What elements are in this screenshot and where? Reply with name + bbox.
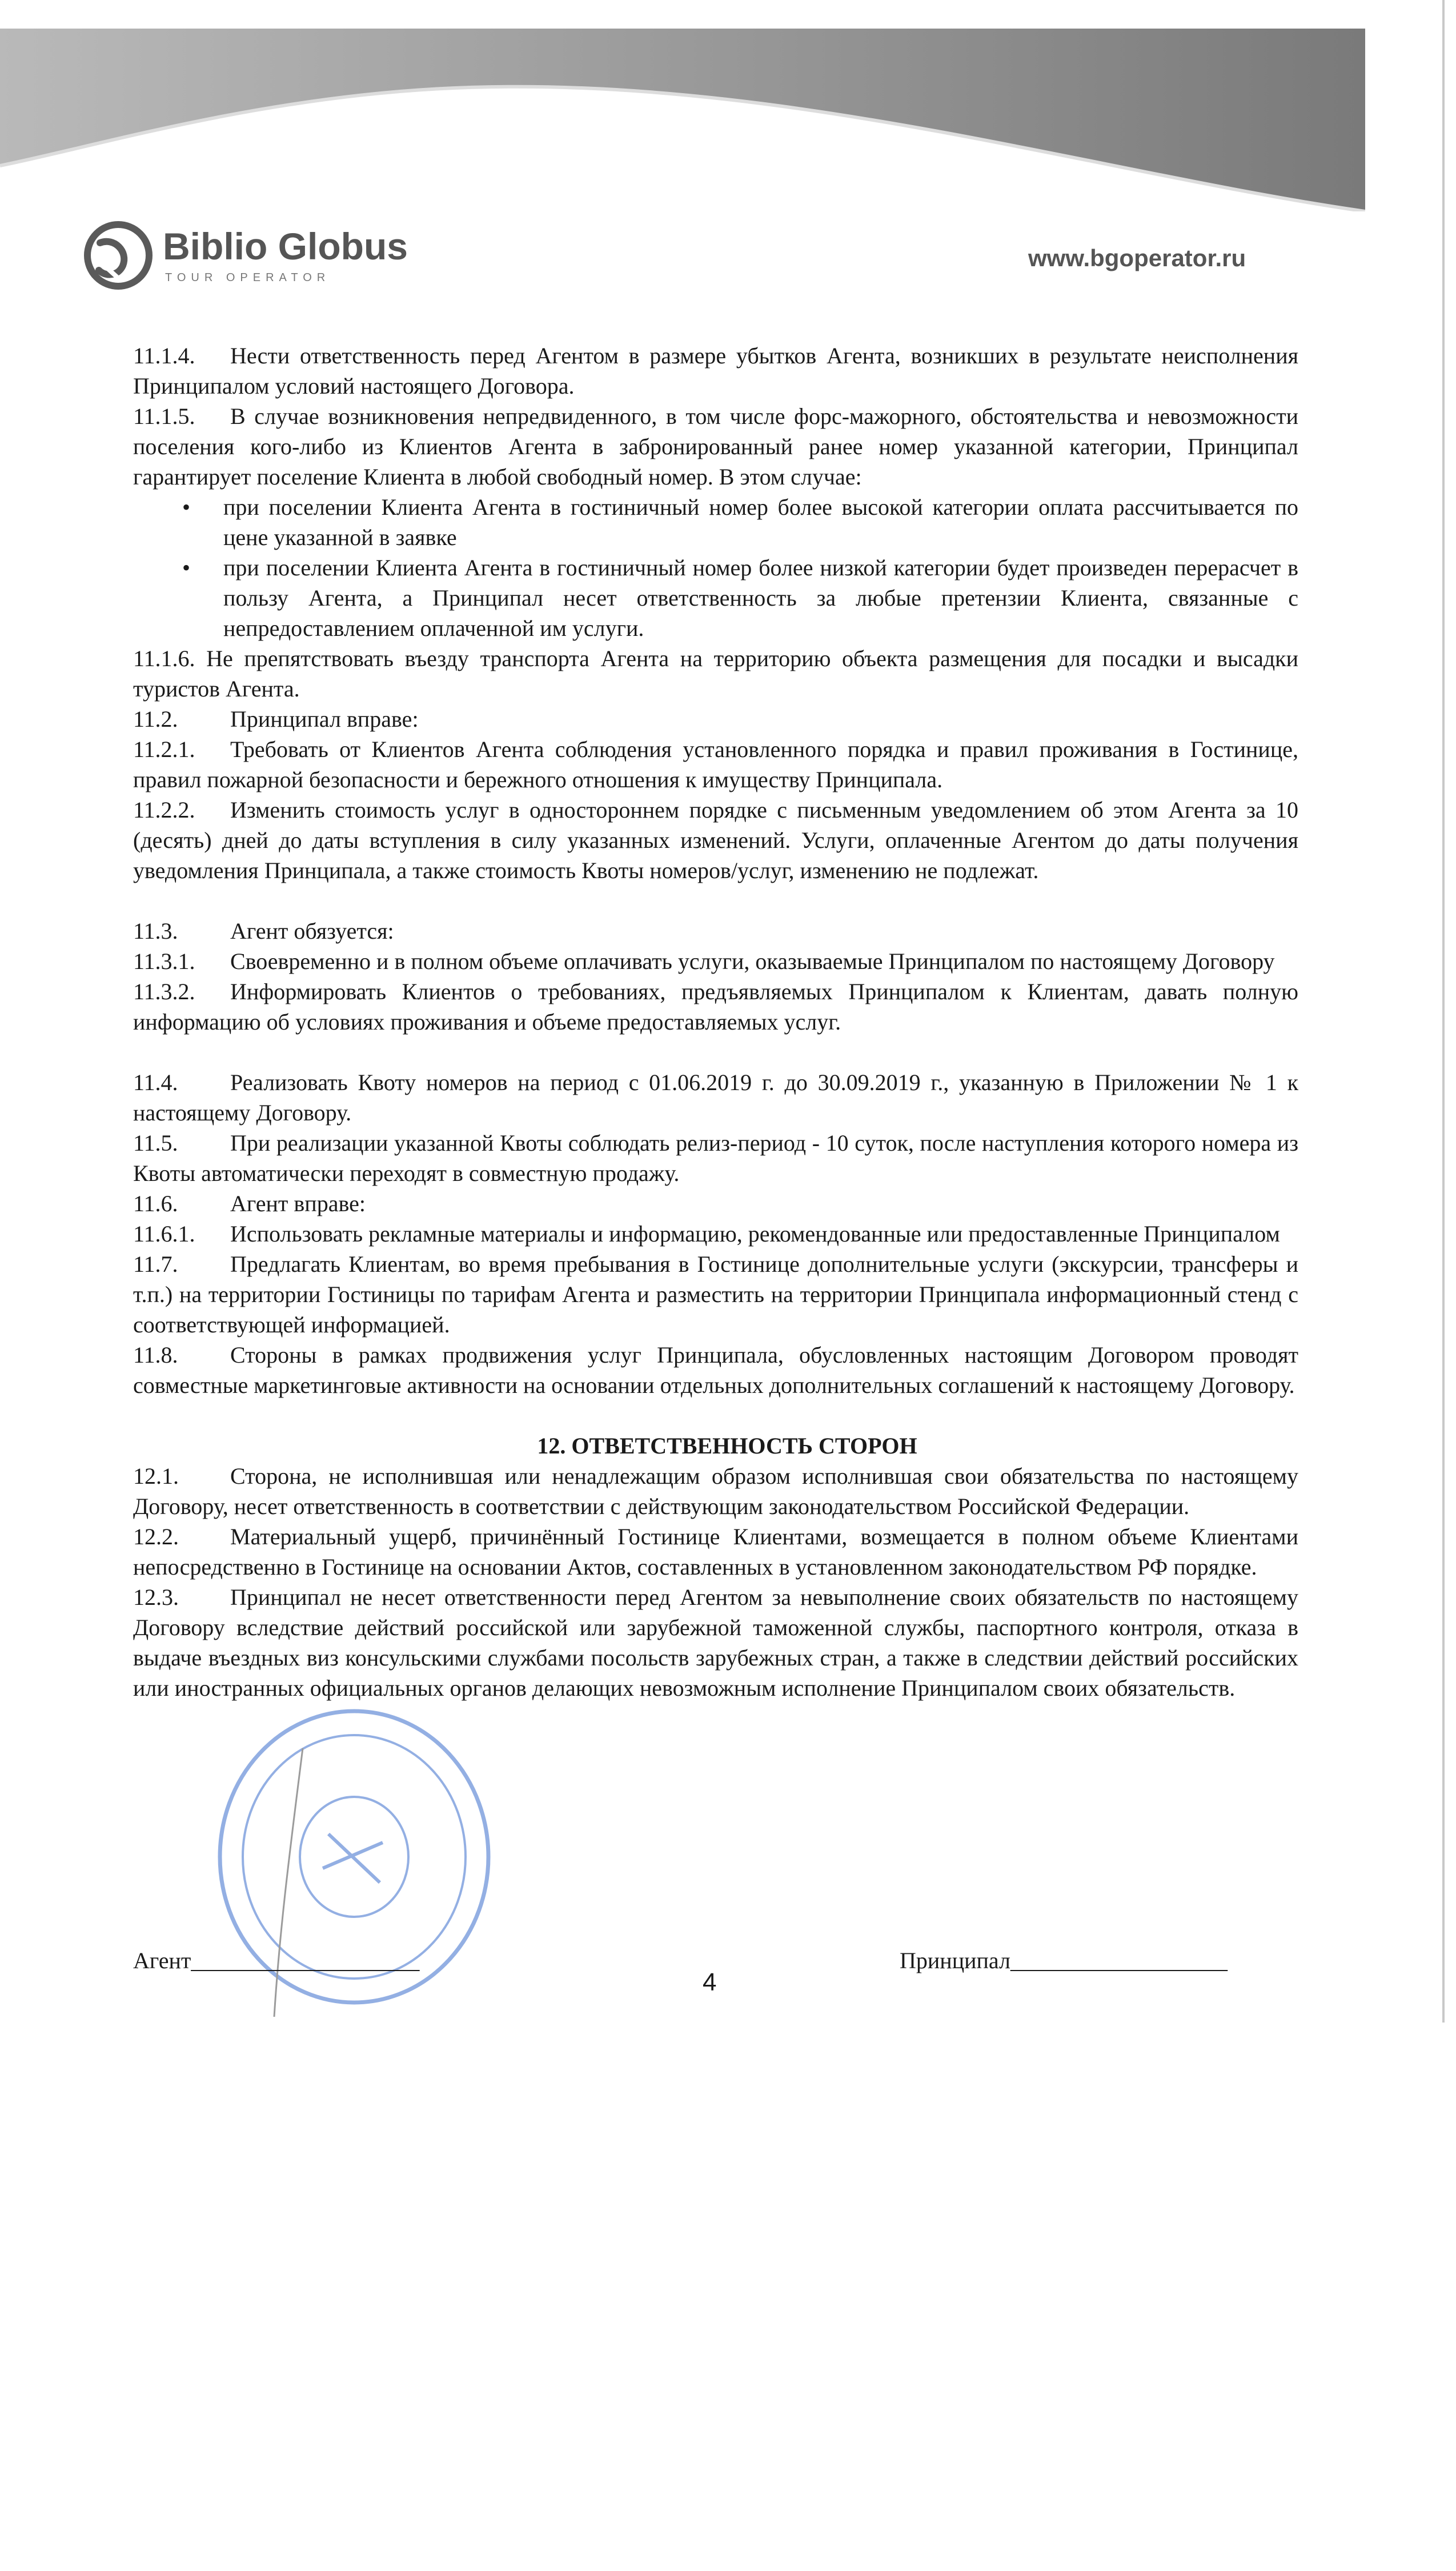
clause-text: В случае возникновения непредвиденного, в том числе форс-мажорного, обстоятельства и невозможности поселения кого-либо из Клиентов Агента в забронированный ранее номер указанной категории, Принципал гарантирует поселение Клиента в любой свободный номер. В этом случае:	[133, 403, 1298, 490]
clause-text: Изменить стоимость услуг в одностороннем порядке с письменным уведомлением об этом Агента за 10 (десять) дней до даты вступления в силу указанных изменений. Услуги, оплаченные Агентом до даты получения уведомления Принципала, а также стоимость Квоты номеров/услуг, изменению не подлежат.	[133, 797, 1298, 883]
clause-text: Нести ответственность перед Агентом в размере убытков Агента, возникших в результате неисполнения Принципалом условий настоящего Договора.	[133, 343, 1298, 399]
clause-number: 12.3.	[133, 1584, 179, 1610]
bullet-list	[133, 492, 1298, 643]
list-item: • при поселении Клиента Агента в гостиничный номер более низкой категории будет произведен перерасчет в пользу Агента, а Принципал несет ответственность за любые претензии Клиента, связанные с непредоставлением оплаченной им услуги.	[223, 552, 1298, 643]
clause-text: Сторона, не исполнившая или ненадлежащим образом исполнившая свои обязательства по настоящему Договору, несет ответственность в соответствии с действующим законодательством Российской Федерации.	[133, 1463, 1298, 1519]
clause-11-3-2	[133, 976, 1298, 1037]
clause-text: Использовать рекламные материалы и информацию, рекомендованные или предоставленные Принципалом	[230, 1221, 1280, 1247]
clause-number: 11.3.1.	[133, 948, 195, 974]
clause-number: 11.6.	[133, 1191, 178, 1216]
list-item: • при поселении Клиента Агента в гостиничный номер более высокой категории оплата рассчитывается по цене указанной в заявке	[223, 492, 1298, 552]
clause-11-6	[133, 1188, 1298, 1219]
clause-11-1-6	[133, 643, 1298, 704]
clause-text: Агент вправе:	[230, 1191, 366, 1216]
globe-logo-icon	[83, 220, 154, 291]
spacer	[133, 1037, 1298, 1067]
clause-text: Стороны в рамках продвижения услуг Принципала, обусловленных настоящим Договором проводят совместные маркетинговые активности на основании отдельных дополнительных соглашений к настоящему Договору.	[133, 1342, 1298, 1398]
section-title: 12. ОТВЕТСТВЕННОСТЬ СТОРОН	[537, 1433, 917, 1459]
clause-number: 11.8.	[133, 1342, 178, 1368]
clause-number: 11.1.5.	[133, 403, 195, 429]
page-number: 4	[703, 1968, 717, 1996]
principal-signature-line: ___________________	[1010, 1948, 1228, 1973]
clause-number: 11.3.	[133, 918, 178, 944]
clause-text: Агент обязуется:	[230, 918, 394, 944]
clause-number: 11.2.2.	[133, 797, 195, 823]
clause-text: Требовать от Клиентов Агента соблюдения установленного порядка и правил проживания в Гостинице, правил пожарной безопасности и бережного отношения к имуществу Принципала.	[133, 736, 1298, 792]
clause-text: Материальный ущерб, причинённый Гостинице Клиентами, возмещается в полном объеме Клиентами непосредственно в Гостинице на основании Актов, составленных в установленном законодательством РФ порядке.	[133, 1524, 1298, 1580]
clause-text: При реализации указанной Квоты соблюдать релиз-период - 10 суток, после наступления которого номера из Квоты автоматически переходят в совместную продажу.	[133, 1130, 1298, 1186]
principal-label: Принципал	[900, 1948, 1010, 1973]
clause-number: 11.4.	[133, 1070, 178, 1095]
clause-number: 11.7.	[133, 1251, 178, 1277]
contract-text	[133, 341, 1298, 1703]
agent-label: Агент	[133, 1948, 191, 1973]
clause-number: 11.1.6.	[133, 646, 195, 671]
agent-signature-line: ____________________	[191, 1948, 420, 1973]
spacer	[133, 886, 1298, 916]
scan-edge-divider	[1442, 0, 1445, 2023]
header-band	[0, 29, 1365, 211]
clause-11-4	[133, 1067, 1298, 1128]
brand-name: Biblio Globus	[163, 225, 408, 267]
clause-11-6-1	[133, 1219, 1298, 1249]
clause-11-3-1	[133, 946, 1298, 976]
clause-text: Информировать Клиентов о требованиях, предъявляемых Принципалом к Клиентам, давать полную информацию об условиях проживания и объеме предоставляемых услуг.	[133, 979, 1298, 1035]
clause-number: 12.1.	[133, 1463, 179, 1489]
agent-signature	[133, 1945, 419, 1976]
clause-11-1-5	[133, 401, 1298, 492]
clause-number: 11.6.1.	[133, 1221, 195, 1247]
spacer	[133, 1400, 1298, 1431]
principal-signature	[900, 1945, 1228, 1976]
clause-number: 11.3.2.	[133, 979, 195, 1004]
clause-11-8	[133, 1340, 1298, 1400]
clause-text: Предлагать Клиентам, во время пребывания в Гостинице дополнительные услуги (экскурсии, трансферы и т.п.) на территории Гостиницы по тарифам Агента и разместить на территории Принципала информационный стенд с соответствующей информацией.	[133, 1251, 1298, 1337]
clause-11-3	[133, 916, 1298, 946]
clause-number: 11.2.1.	[133, 736, 195, 762]
clause-12-3	[133, 1582, 1298, 1703]
clause-12-2	[133, 1521, 1298, 1582]
clause-11-2-2	[133, 795, 1298, 886]
clause-number: 11.1.4.	[133, 343, 195, 369]
clause-11-2-1	[133, 734, 1298, 795]
clause-text: Не препятствовать въезду транспорта Агента на территорию объекта размещения для посадки и высадки туристов Агента.	[133, 646, 1299, 702]
website-link[interactable]: www.bgoperator.ru	[1028, 245, 1246, 271]
clause-11-1-4	[133, 341, 1298, 401]
clause-text: Реализовать Квоту номеров на период с 01.06.2019 г. до 30.09.2019 г., указанную в Приложении № 1 к настоящему Договору.	[133, 1070, 1298, 1126]
clause-number: 12.2.	[133, 1524, 179, 1549]
clause-text: Принципал вправе:	[230, 706, 419, 732]
clause-11-5	[133, 1128, 1298, 1188]
clause-number: 11.2.	[133, 706, 178, 732]
clause-12-1	[133, 1461, 1298, 1521]
brand-logo	[83, 220, 426, 294]
clause-11-7	[133, 1249, 1298, 1340]
brand-subtitle: TOUR OPERATOR	[165, 271, 331, 284]
clause-number: 11.5.	[133, 1130, 178, 1156]
clause-text: Своевременно и в полном объеме оплачивать услуги, оказываемые Принципалом по настоящему Договору	[230, 948, 1275, 974]
clause-11-2	[133, 704, 1298, 734]
clause-text: Принципал не несет ответственности перед Агентом за невыполнение своих обязательств по настоящему Договору вследствие действий российской или зарубежной таможенной службы, паспортного контроля, отказа в выдаче въездных виз консульскими службами посольств зарубежных стран, а также в следствии действий российских или иностранных официальных органов делающих невозможным исполнение Принципалом своих обязательств.	[133, 1584, 1298, 1701]
